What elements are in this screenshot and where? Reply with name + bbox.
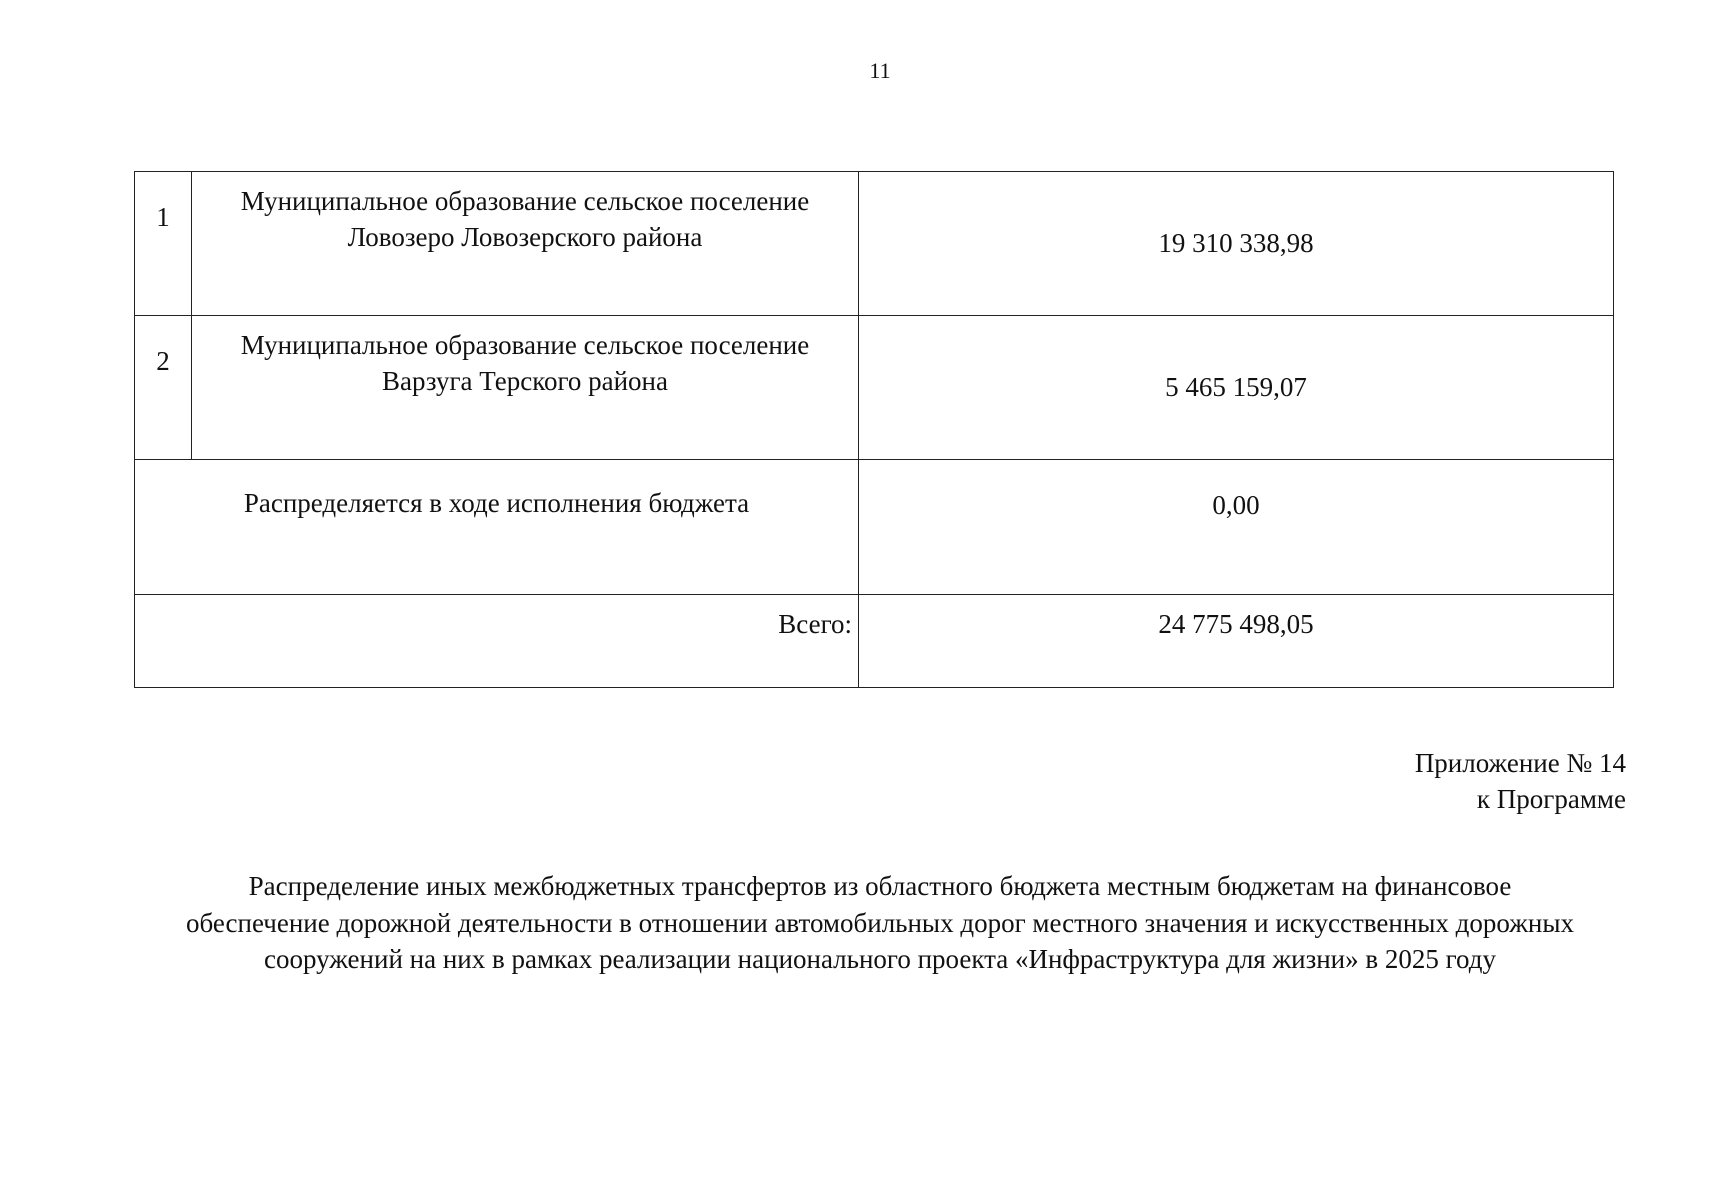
amount-cell: 5 465 159,07 <box>859 316 1614 460</box>
total-amount: 24 775 498,05 <box>859 595 1614 688</box>
distributed-label: Распределяется в ходе исполнения бюджета <box>135 460 859 595</box>
table-row <box>135 172 1614 316</box>
row-number: 1 <box>135 172 192 316</box>
municipality-name-line: Муниципальное образование сельское поселение <box>240 330 810 360</box>
municipality-name <box>192 316 859 460</box>
title-line: Распределение иных межбюджетных трансфертов из областного бюджета местным бюджетам на финансовое <box>248 871 1512 901</box>
document-title <box>100 868 1660 978</box>
appendix-number: Приложение № 14 <box>1414 748 1626 778</box>
table-row-distributed <box>135 460 1614 595</box>
table-row-total <box>135 595 1614 688</box>
amount-cell: 19 310 338,98 <box>859 172 1614 316</box>
appendix-note <box>1415 746 1626 817</box>
row-number: 2 <box>135 316 192 460</box>
distribution-table <box>134 171 1614 688</box>
distributed-amount: 0,00 <box>859 460 1614 595</box>
municipality-name-line: Муниципальное образование сельское поселение <box>240 186 810 216</box>
municipality-name-line: Ловозеро Ловозерского района <box>347 221 703 252</box>
municipality-name <box>192 172 859 316</box>
municipality-name-line: Варзуга Терского района <box>382 365 668 396</box>
page-number: 11 <box>869 58 891 83</box>
title-line: сооружений на них в рамках реализации национального проекта «Инфраструктура для жизни» в 2025 году <box>263 944 1496 975</box>
table-row <box>135 316 1614 460</box>
total-label: Всего: <box>135 595 859 688</box>
appendix-program: к Программе <box>1476 783 1626 814</box>
title-line: обеспечение дорожной деятельности в отношении автомобильных дорог местного значения и искусственных дорожных <box>186 907 1574 938</box>
